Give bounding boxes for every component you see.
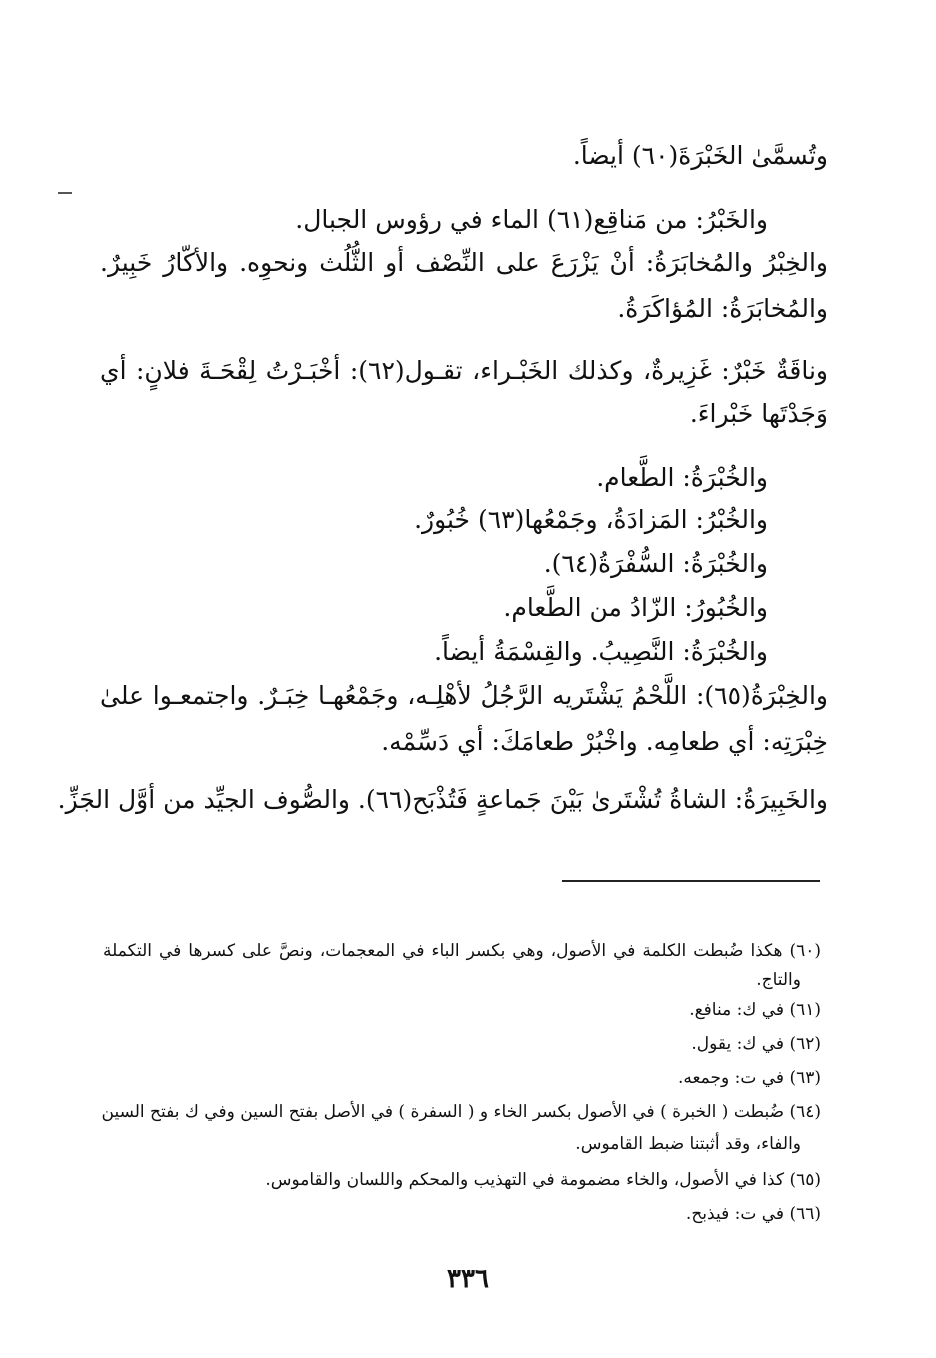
body-line: وتُسمَّىٰ الخَبْرَةَ(٦٠) أيضاً. <box>572 141 828 170</box>
footnote-line: (٦٠) هكذا ضُبطت الكلمة في الأصول، وهي بكسر الباء في المعجمات، ونصَّ على كسرها في التكملة <box>103 941 821 961</box>
footnote-line: (٦١) في ك: منافع. <box>689 1000 821 1020</box>
body-line: والمُخابَرَةُ: المُؤاكَرَةُ. <box>617 294 828 323</box>
footnote-line: (٦٤) ضُبطت ( الخبرة ) في الأصول بكسر الخاء و ( السفرة ) في الأصل بفتح السين وفي ك بفتح السين <box>101 1102 821 1122</box>
footnote-line: (٦٦) في ت: فيذبح. <box>685 1204 821 1224</box>
margin-mark <box>58 192 72 194</box>
body-line: والخُبُورُ: الزّادُ من الطَّعام. <box>503 593 768 622</box>
body-line: والخَبْرُ: من مَناقِع(٦١) الماء في رؤوس الجبال. <box>295 205 768 234</box>
body-line: خِبْرَتِه: أي طعامِه. واخْبُرْ طعامَكَ: أي دَسِّمْه. <box>381 727 828 756</box>
page-number: ٣٣٦ <box>447 1264 489 1294</box>
body-line: والخُبْرَةُ: النَّصِيبُ. والقِسْمَةُ أيضاً. <box>434 637 768 666</box>
body-line: والخُبْرُ: المَزادَةُ، وجَمْعُها(٦٣) خُبُورٌ. <box>414 505 768 534</box>
body-line: والخُبْرَةُ: السُّفْرَةُ(٦٤). <box>543 549 768 578</box>
body-line: والخُبْرَةُ: الطَّعام. <box>596 463 768 492</box>
body-line: وناقَةٌ خَبْرٌ: غَزِيرةٌ، وكذلك الخَبْـراء، تقـول(٦٢): أخْبَـرْتُ لِقْحَـةَ فلانٍ: أي <box>100 356 828 385</box>
body-line: والخَبِيرَةُ: الشاةُ تُشْتَرىٰ بَيْنَ جَماعةٍ فَتُذْبَح(٦٦). والصُّوف الجيِّد من أوَّل الجَزِّ. <box>57 785 828 814</box>
body-line: والخِبْرَةُ(٦٥): اللَّحْمُ يَشْتَريه الرَّجُلُ لأهْلِـه، وجَمْعُهـا خِبَـرٌ. واجتمعـوا علىٰ <box>100 681 828 710</box>
body-line: والخِبْرُ والمُخابَرَةُ: أنْ يَزْرَعَ على النِّصْف أو الثُّلُث ونحوِه. والأكّارُ خَبِيرٌ. <box>100 248 828 277</box>
footnote-line: (٦٥) كذا في الأصول، والخاء مضمومة في التهذيب والمحكم واللسان والقاموس. <box>265 1170 821 1190</box>
footnote-line: (٦٣) في ت: وجمعه. <box>677 1068 821 1088</box>
footnote-separator <box>562 880 820 882</box>
footnote-line: والتاج. <box>756 970 801 990</box>
footnote-line: (٦٢) في ك: يقول. <box>691 1034 821 1054</box>
footnote-line: والفاء، وقد أثبتنا ضبط القاموس. <box>575 1134 801 1154</box>
body-line: وَجَدْتَها خَبْراءَ. <box>689 399 828 428</box>
